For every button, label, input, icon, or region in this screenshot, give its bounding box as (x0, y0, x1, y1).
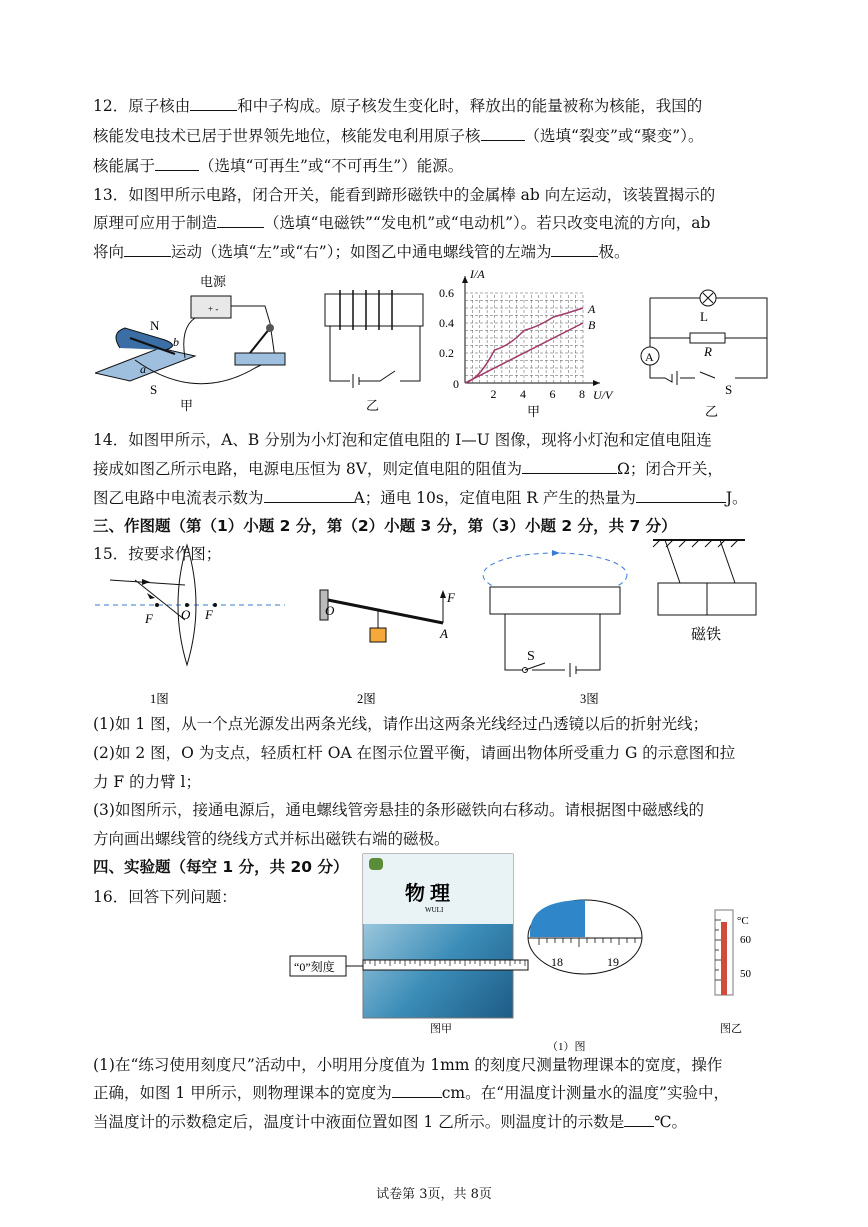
answer-blank[interactable] (264, 488, 354, 503)
ammeter-label: A (645, 350, 654, 364)
switch-s-label: S (527, 649, 535, 664)
series-a-label: A (588, 302, 596, 316)
q16-part1a: (1)在“练习使用刻度尺”活动中，小明用分度值为 1mm 的刻度尺测量物理课本的宽度，操作 (93, 1056, 723, 1074)
q15-part1: (1)如 1 图，从一个点光源发出两条光线，请作出这两条光线经过凸透镜以后的折射光线； (93, 715, 709, 733)
fig3-caption: 3图 (580, 692, 599, 706)
q15-part3b: 方向画出螺线管的绕线方式并标出磁铁右端的磁极。 (93, 830, 450, 848)
q16-part1c: 当温度计的示数稳定后，温度计中液面位置如图 1 乙所示。则温度计的示数是 ℃。 (93, 1113, 688, 1131)
ruler-19: 19 (607, 955, 619, 969)
q15-part2b: 力 F 的力臂 l； (93, 773, 201, 791)
section-4-heading: 四、实验题（每空 1 分，共 20 分） (93, 858, 349, 876)
power-label: 电源 (200, 274, 227, 289)
answer-blank[interactable] (551, 242, 598, 257)
y-tick-label: 0.2 (439, 346, 454, 360)
q12-line2: 核能发电技术已居于世界领先地位，核能发电利用原子核 （选填“裂变”或“聚变”）。 (93, 127, 704, 145)
x-tick-label: 2 (490, 387, 497, 401)
answer-blank[interactable] (392, 1083, 442, 1098)
motor-apparatus (95, 296, 285, 384)
north-label: N (150, 318, 160, 333)
q15-part2a: (2)如 2 图，O 为支点，轻质杠杆 OA 在图示位置平衡，请画出物体所受重力 G 的示意图和拉 (93, 744, 736, 762)
answer-blank[interactable] (481, 126, 525, 141)
answer-blank[interactable] (217, 213, 264, 228)
circuit-yi-label: 乙 (705, 404, 719, 419)
fig1-caption: 1图 (150, 692, 169, 706)
q14-line1: 14．如图甲所示，A、B 分别为小灯泡和定值电阻的 I—U 图像，现将小灯泡和定值电阻连 (93, 431, 712, 449)
solenoid-circuit (325, 290, 423, 388)
q15-part3a: (3)如图所示，接通电源后，通电螺线管旁悬挂的条形磁铁向右移动。请根据图中磁感线的 (93, 801, 704, 819)
iu-graph (439, 276, 600, 401)
y-tick-label: 0 (453, 377, 459, 391)
lever-f: F (447, 590, 455, 605)
rod-b-label: b (173, 335, 179, 349)
graph-ylabel: I/A (470, 268, 485, 281)
south-label: S (150, 382, 158, 397)
graph-jia-label: 甲 (527, 404, 541, 419)
q12-line3: 核能属于 （选填“可再生”或“不可再生”）能源。 (93, 157, 464, 175)
q13-q14-figures (95, 268, 785, 423)
rod-a-label: a (140, 362, 146, 376)
q15-figures (95, 535, 775, 710)
thermo-unit: °C (737, 915, 749, 927)
y-tick-label: 0.4 (439, 316, 454, 330)
lens-o: O (181, 607, 191, 622)
lens-f-right: F (205, 607, 213, 622)
q13-line3: 将向 运动（选填“左”或“右”）；如图乙中通电螺线管的左端为 极。 (93, 243, 630, 261)
answer-blank[interactable] (155, 156, 199, 171)
graph-xlabel: U/V (593, 388, 613, 402)
page-footer: 试卷第 3页，共 8页 (376, 1187, 492, 1202)
q16-part1b: 正确，如图 1 甲所示，则物理课本的宽度为 cm。在“用温度计测量水的温度”实验中， (93, 1084, 729, 1102)
q13-line2: 原理可应用于制造 （选填“电磁铁”“发电机”或“电动机”）。若只改变电流的方向，ab (93, 214, 711, 232)
y-tick-label: 0.6 (439, 286, 454, 300)
x-tick-label: 4 (520, 387, 526, 401)
series-b-label: B (588, 318, 596, 332)
fig-jia-label: 甲 (180, 398, 194, 413)
q16-title: 16．回答下列问题： (93, 888, 237, 906)
x-tick-label: 8 (579, 387, 585, 401)
fig2-caption: 2图 (357, 692, 376, 706)
resistor-label: R (704, 344, 712, 359)
book-title: 物 理 (405, 883, 450, 905)
fig-1-caption: （1）图 (547, 1041, 586, 1052)
q13-line1: 13．如图甲所示电路，闭合开关，能看到蹄形磁铁中的金属棒 ab 向左运动，该装置揭示的 (93, 186, 716, 204)
answer-blank[interactable] (522, 459, 617, 474)
q16-figures (285, 852, 765, 1052)
lever-o: O (325, 603, 335, 618)
answer-blank[interactable] (636, 488, 726, 503)
answer-blank[interactable] (624, 1112, 654, 1127)
power-terminals: + - (208, 304, 219, 314)
answer-blank[interactable] (190, 96, 237, 111)
lamp-label: L (700, 309, 708, 324)
thermo-50: 50 (740, 968, 751, 980)
q14-line3: 图乙电路中电流表示数为 A；通电 10s，定值电阻 R 产生的热量为 J。 (93, 489, 748, 507)
zero-mark-label: “0”刻度 (294, 960, 335, 974)
switch-label: S (725, 382, 733, 397)
lever-a: A (440, 626, 448, 641)
q12-line1: 12．原子核由 和中子构成。原子核发生变化时，释放出的能量被称为核能，我国的 (93, 97, 703, 115)
lens-f-left: F (145, 611, 153, 626)
q15-title: 15．按要求作图； (93, 545, 222, 563)
fig-yi-label: 乙 (366, 398, 380, 413)
section-3-heading: 三、作图题（第（1）小题 2 分，第（2）小题 3 分，第（3）小题 2 分，共 7 分） (93, 517, 677, 535)
fig-jia-caption: 图甲 (430, 1023, 452, 1035)
lamp-resistor-circuit (641, 290, 767, 385)
thermo-60: 60 (740, 934, 751, 946)
book-subtitle: WULI (425, 906, 444, 914)
x-tick-label: 6 (549, 387, 556, 401)
magnet-label: 磁铁 (691, 627, 722, 643)
ruler-18: 18 (551, 955, 563, 969)
answer-blank[interactable] (124, 242, 171, 257)
q14-line2: 接成如图乙所示电路，电源电压恒为 8V，则定值电阻的阻值为 Ω；闭合开关， (93, 460, 723, 478)
fig-yi-caption: 图乙 (720, 1023, 742, 1035)
